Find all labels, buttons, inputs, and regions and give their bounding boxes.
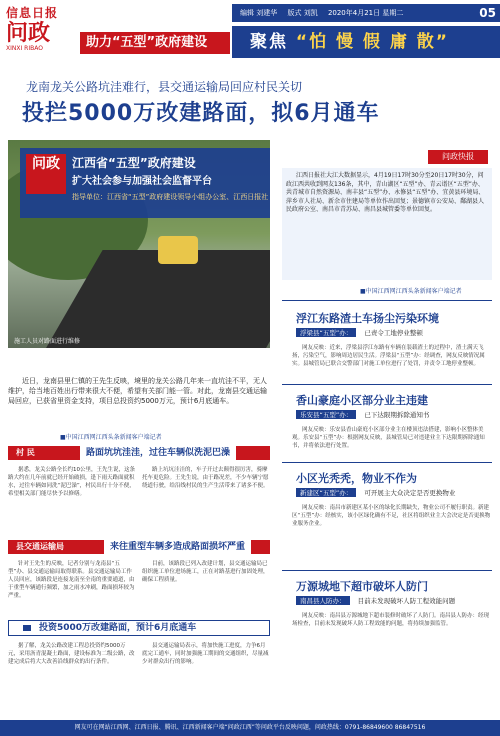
story-title-civil-defense: 万源城地下超市破坏人防门 xyxy=(296,580,428,593)
story1-col1: 据悉，龙关公路全长约10公里，王先生说，这条路大约在几年前就已经开始破损，逢下雨天路面就积水，过往车辆如同洗“泥巴澡”，村民出行十分不便，希望相关部门能尽快予以修缮。 xyxy=(8,467,136,497)
section-title: 助力“五型”政府建设 xyxy=(80,32,230,54)
reply-tag: 南昌县人防办： xyxy=(296,596,350,605)
reply-tag: 浮梁县“五型”办： xyxy=(296,328,356,337)
story-sub-civil-defense xyxy=(296,596,455,608)
badge-brand: 问政 xyxy=(26,154,66,194)
platform-badge xyxy=(20,148,270,218)
road-roller-icon xyxy=(158,236,198,264)
story-body-civil-defense: 网友反映：南昌县万源城地下超市装修时破坏了人防门。南昌县人防办：经现场检查，目前未发现破坏人防工程效能的问题，将持续加强监管。 xyxy=(292,613,490,627)
story3-heading xyxy=(8,620,270,636)
page-number: 05 xyxy=(479,6,496,20)
meta-bar xyxy=(232,4,500,22)
masthead-section: 问政 xyxy=(6,20,51,46)
quick-news-brief: 江西日报社大江大数据显示，4月19日17时30分至20日17时30分，问政江西共收到网友136条，其中，青山湖区“五型”办、青云谱区“五型”办、共青城市自然资源局、南丰县“五型”办、永修县“五型”办、宜黄县环境局、萍乡市人社局、新余市住建局等单位作出回复；景德镇市公安局、鄱湖县人民政府公室、南昌市青苏局、南昌县城管委等单位回复。 xyxy=(282,168,492,280)
story-body-dust: 网友反映：近来，浮梁县浮江东路有车辆在装载渣土的过程中，渣土满天飞扬，污染空气，影响周边居民生活。浮梁县“五型”办：经调查，网友反映情况属实。县城管局已联合交警部门对施工单位进行了处罚，并责令工地停业整顿。 xyxy=(292,345,485,367)
slogan-prefix: 聚焦 xyxy=(250,32,288,52)
editor-credit: 编辑 刘建华 xyxy=(240,9,278,17)
page-header xyxy=(0,0,500,62)
reply-summary: 已下达限期拆除通知书 xyxy=(364,411,430,419)
badge-title: 江西省“五型”政府建设 xyxy=(72,156,196,170)
badge-guidance: 指导单位：江西省“五型”政府建设领导小组办公室、江西日报社 xyxy=(72,193,269,201)
section-title: 路面坑坑洼洼，过往车辆似洗泥巴澡 xyxy=(80,445,236,461)
story-sub-illegal-build xyxy=(296,410,429,422)
reply-tag: 乐安县“五型”办： xyxy=(296,410,356,419)
slogan-main: “怕 慢 假 庸 散” xyxy=(295,32,449,52)
story2-col2: 目前，该路段已列入改建计划，县交通运输局已组织施工单位进场施工，正在对路基进行加固处理，确保工程质量。 xyxy=(142,561,269,583)
masthead-title: 信息日报 xyxy=(6,6,59,20)
section-bar-transport xyxy=(8,540,270,554)
divider xyxy=(282,384,492,385)
section-title: 来往重型车辆多造成路面损坏严重 xyxy=(104,539,251,555)
badge-subtitle: 扩大社会参与加强社会监督平台 xyxy=(72,176,212,187)
lead-credit: ■中国江西网江西头条新闻客户端记者 xyxy=(60,434,162,441)
masthead xyxy=(6,4,76,60)
story-body-illegal-build: 网友反映：乐安县香山豪庭小区部分业主在楼顶违法搭建，影响小区整体美观。乐安县“五型”办：根据网友反映，县城管局已对违建业主下达限期拆除通知书，并将依法进行处置。 xyxy=(292,427,485,449)
story-sub-dust xyxy=(296,328,423,340)
story-sub-property xyxy=(296,488,455,500)
reply-summary: 目前未发现破坏人防工程效能问题 xyxy=(357,597,456,605)
arrow-icon xyxy=(23,625,31,631)
quick-news-tag: 问政快报 xyxy=(428,150,488,164)
page-footer: 网友可在网站江西网、江西日报、腾讯、江西新闻客户端“问政江西”等问政平台反映问题，问政热线：0791-86849600 86847516 xyxy=(0,720,500,736)
story-title-dust: 浮江东路渣土车扬尘污染环境 xyxy=(296,312,439,325)
divider xyxy=(282,462,492,463)
story2-col1: 针对王先生的反映，记者分别与龙南县“五型”办、县交通运输局取得联系。县交通运输局工作人员回应，该路段是连接龙南至全南的重要通道，由于重型车辆通行频繁，加之雨水冲刷，路面损坏较为严重。 xyxy=(8,561,135,599)
section-bar-villagers xyxy=(8,446,270,460)
section-label: 县交通运输局 xyxy=(8,540,72,554)
story3-col2: 县交通运输局表示，将加快施工进度，力争6月底完工通车，同时加强施工期间的交通组织，尽量减少对群众出行的影响。 xyxy=(142,643,269,665)
reply-summary: 可开展主大众决定是否更换物业 xyxy=(364,489,456,497)
story3-title: 投资5000万改建路面，预计6月底通车 xyxy=(39,623,197,633)
masthead-sub: XINXI RIBAO xyxy=(6,45,43,52)
reply-tag: 新建区“五型”办： xyxy=(296,488,356,497)
brief-credit: ■中国江西网江西头条新闻客户端记者 xyxy=(360,288,462,295)
main-headline: 投拦5000万改建路面，拟6月通车 xyxy=(22,101,380,126)
story-title-property: 小区光秃秃，物业不作为 xyxy=(296,472,417,485)
lead-paragraph: 近日，龙南县里仁镇的王先生反映，境里的龙关公路几年来一直坑洼不平，无人维护，给当地百姓出行带来很大不便，希望有关部门能一管。对此，龙南县交通运输局回应，已获省里资金支持，项目总投资约5000万元，预计6月底通车。 xyxy=(8,377,267,405)
divider xyxy=(282,300,492,301)
slogan-banner xyxy=(232,26,500,58)
story3-col1: 据了解，龙关公路改建工程总投资约5000万元，采用沥青混凝土路面，建设标准为二级公路，改建完成后将大大改善沿线群众的出行条件。 xyxy=(8,643,135,665)
layout-credit: 版式 刘凯 xyxy=(287,9,318,17)
reply-summary: 已责令工地停业整顿 xyxy=(364,329,423,337)
story1-col2: 路上坑坑洼洼的，车子开过去颠得很厉害，骑摩托车更危险。王先生说，由于路况差，不少车辆宁愿绕道行驶，给沿线村民的生产生活带来了诸多不便。 xyxy=(142,467,269,489)
headline-kicker: 龙南龙关公路坑洼难行，县交通运输局回应村民关切 xyxy=(26,80,303,94)
section-label: 村 民 xyxy=(8,446,43,460)
issue-date: 2020年4月21日 星期二 xyxy=(327,9,404,17)
story-body-property: 网友反映：南昌市新建区某小区的绿化长期缺失，物业公司不履行职责。新建区“五型”办：经核实，该小区绿化确有不足，社区将组织业主大会决定是否更换物业服务企业。 xyxy=(292,505,491,527)
photo-caption: 施工人员对路面进行维修 xyxy=(14,338,81,345)
story-title-illegal-build: 香山豪庭小区部分业主违建 xyxy=(296,394,428,407)
divider xyxy=(282,570,492,571)
